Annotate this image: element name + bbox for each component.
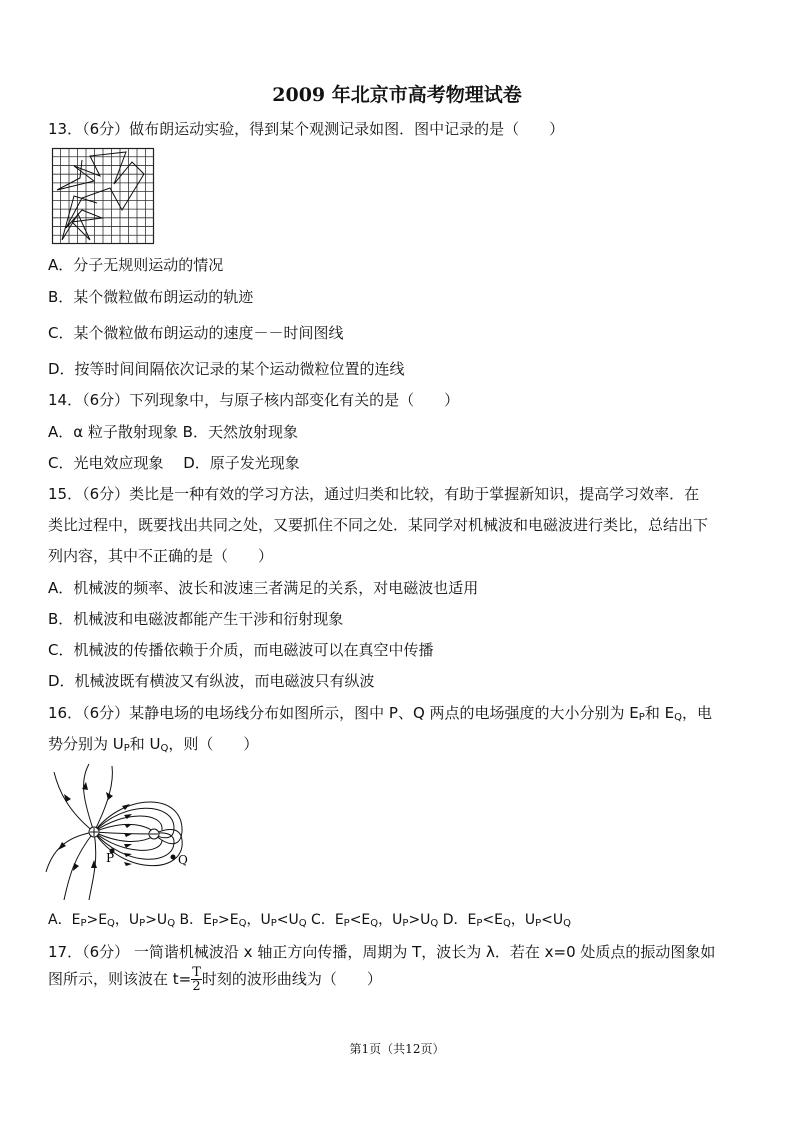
brownian-motion-figure xyxy=(52,148,154,244)
question-15-option-d: D．机械波既有横波又有纵波，而电磁波只有纵波 xyxy=(48,672,375,690)
fraction-t-over-2: $\frac{T}{2}$ xyxy=(192,965,201,994)
question-15-option-c: C．机械波的传播依赖于介质，而电磁波可以在真空中传播 xyxy=(48,641,434,659)
question-13-option-a: A．分子无规则运动的情况 xyxy=(48,256,224,274)
question-13-option-d: D．按等时间间隔依次记录的某个运动微粒位置的连线 xyxy=(48,360,405,378)
point-q-label: Q xyxy=(178,853,188,867)
question-16-options: A．$E_P>E_Q$，$U_P>U_Q$ B．$E_P>E_Q$，$U_P<U_Q$ C．$E_P<E_Q$，$U_P>U_Q$ D．$E_P<E_Q$，$U_P<U_Q$ xyxy=(48,912,571,929)
question-14-options-cd: C．光电效应现象 D．原子发光现象 xyxy=(48,454,300,472)
question-17-stem-line-2: 图所示，则该波在 t= $\frac{T}{2}$ 时刻的波形曲线为（ ） xyxy=(48,965,382,994)
question-15-option-b: B．机械波和电磁波都能产生干涉和衍射现象 xyxy=(48,610,344,628)
question-15-option-a: A．机械波的频率、波长和波速三者满足的关系，对电磁波也适用 xyxy=(48,579,479,597)
page-title: 2009 年北京市高考物理试卷 xyxy=(272,84,522,106)
question-14-options-ab: A．α 粒子散射现象 B．天然放射现象 xyxy=(48,423,298,441)
electric-field-diagram xyxy=(44,762,204,902)
question-13-option-b: B．某个微粒做布朗运动的轨迹 xyxy=(48,288,254,306)
question-15-stem-line-3: 列内容，其中不正确的是（ ） xyxy=(48,547,274,565)
question-13-option-c: C．某个微粒做布朗运动的速度－－时间图线 xyxy=(48,324,344,342)
question-14-stem: 14．（6分）下列现象中，与原子核内部变化有关的是（ ） xyxy=(48,391,460,409)
question-15-stem-line-1: 15．（6分）类比是一种有效的学习方法，通过归类和比较，有助于掌握新知识，提高学习效率．在 xyxy=(48,485,700,503)
question-15-stem-line-2: 类比过程中，既要找出共同之处，又要抓住不同之处．某同学对机械波和电磁波进行类比，总结出下 xyxy=(48,516,709,534)
point-p-label: P xyxy=(106,851,115,865)
page-footer: 第1页（共12页） xyxy=(349,1042,445,1056)
question-13-stem: 13．（6分）做布朗运动实验，得到某个观测记录如图．图中记录的是（ ） xyxy=(48,120,565,138)
question-17-stem-line-1: 17．（6分） 一简谐机械波沿 x 轴正方向传播，周期为 T，波长为 λ．若在 x=0 处质点的振动图象如 xyxy=(48,943,716,961)
question-16-stem-line-2: 势分别为 $U_P$和 $U_Q$，则（ ） xyxy=(48,735,259,754)
question-16-stem-line-1: 16．（6分）某静电场的电场线分布如图所示，图中 P、Q 两点的电场强度的大小分别为 $E_P$和 $E_Q$，电 xyxy=(48,704,712,723)
